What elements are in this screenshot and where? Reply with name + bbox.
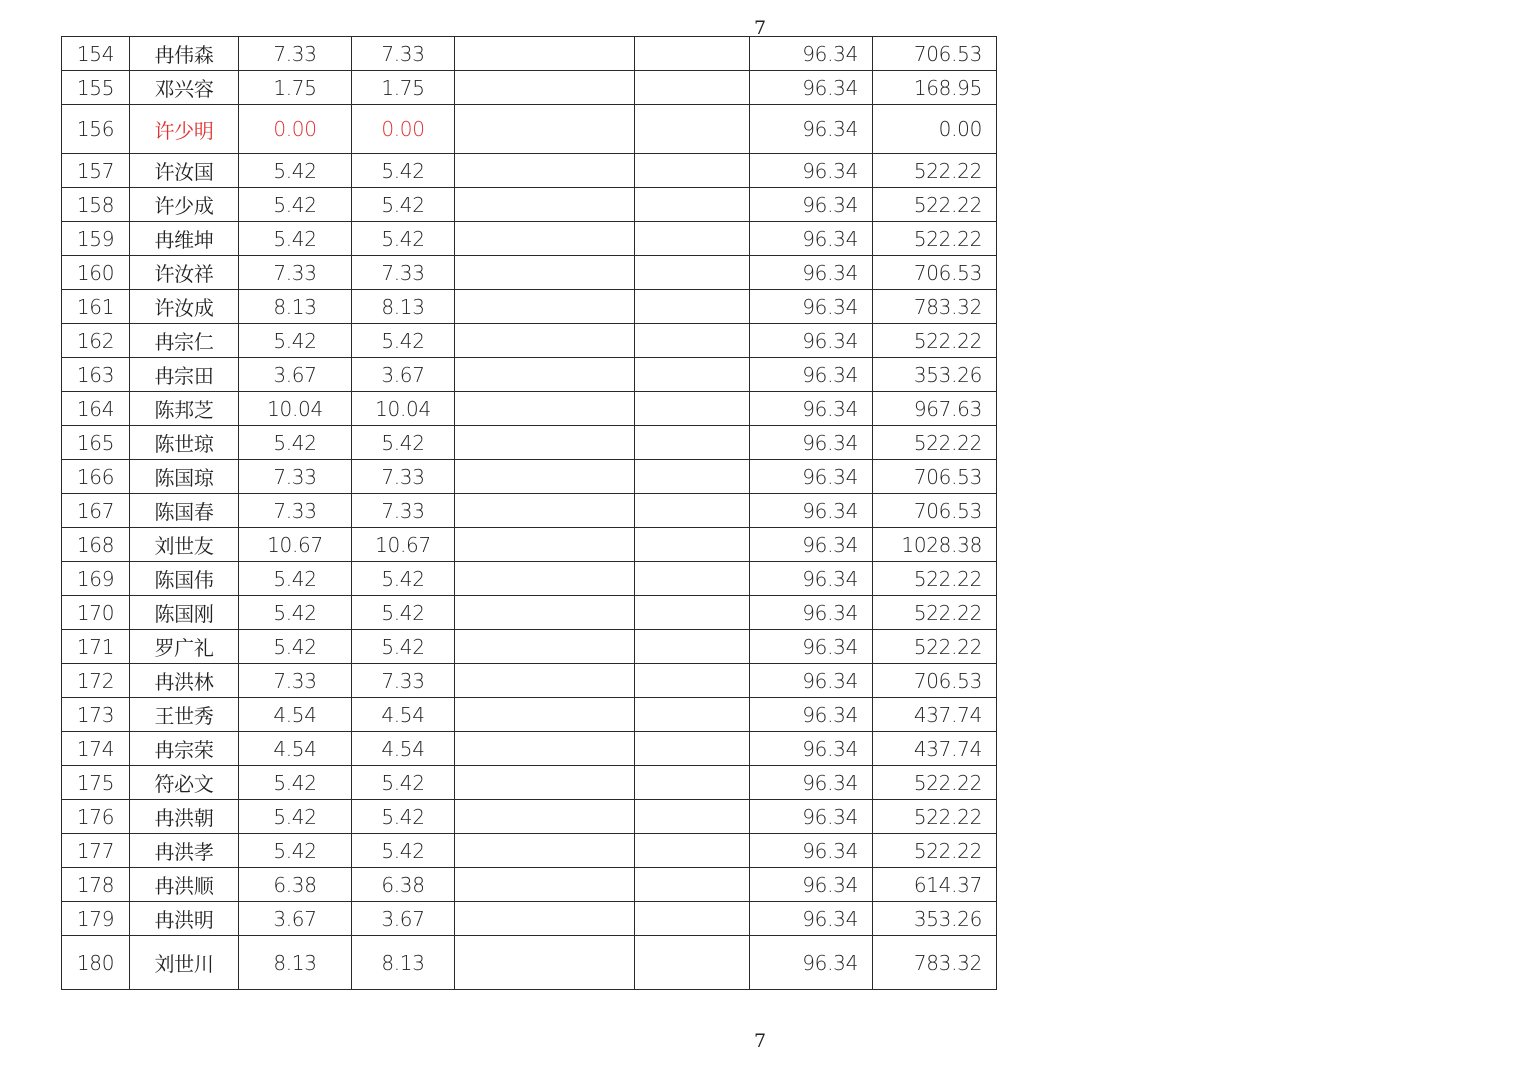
rate-cell: 96.34 [750,936,873,990]
rate-cell: 96.34 [750,256,873,290]
amount-cell: 706.53 [873,664,997,698]
amount-cell: 706.53 [873,37,997,71]
amount-cell: 522.22 [873,596,997,630]
row-number-cell: 155 [62,71,130,105]
empty-cell [635,256,750,290]
area-b-cell: 3.67 [352,358,455,392]
area-a-cell: 4.54 [239,698,352,732]
empty-cell [455,358,635,392]
empty-cell [635,222,750,256]
rate-cell: 96.34 [750,562,873,596]
area-a-cell: 5.42 [239,562,352,596]
area-b-cell: 5.42 [352,596,455,630]
empty-cell [455,936,635,990]
row-number-cell: 162 [62,324,130,358]
amount-cell: 706.53 [873,256,997,290]
row-number-cell: 168 [62,528,130,562]
table-row [62,290,997,324]
name-cell: 刘世友 [130,528,239,562]
empty-cell [635,834,750,868]
row-number-cell: 170 [62,596,130,630]
amount-cell: 0.00 [873,105,997,154]
name-cell: 冉宗仁 [130,324,239,358]
empty-cell [455,105,635,154]
name-cell: 陈国春 [130,494,239,528]
empty-cell [455,222,635,256]
row-number-cell: 166 [62,460,130,494]
row-number-cell: 175 [62,766,130,800]
area-a-cell: 5.42 [239,188,352,222]
rate-cell: 96.34 [750,494,873,528]
table-row [62,936,997,990]
rate-cell: 96.34 [750,426,873,460]
empty-cell [455,460,635,494]
table-row [62,188,997,222]
row-number-cell: 176 [62,800,130,834]
empty-cell [635,664,750,698]
area-a-cell: 4.54 [239,732,352,766]
rate-cell: 96.34 [750,154,873,188]
area-b-cell: 7.33 [352,664,455,698]
row-number-cell: 172 [62,664,130,698]
area-b-cell: 1.75 [352,71,455,105]
area-a-cell: 5.42 [239,426,352,460]
name-cell: 邓兴容 [130,71,239,105]
area-a-cell: 1.75 [239,71,352,105]
name-cell: 冉宗荣 [130,732,239,766]
area-b-cell: 4.54 [352,698,455,732]
rate-cell: 96.34 [750,460,873,494]
amount-cell: 522.22 [873,800,997,834]
name-cell: 许少明 [130,105,239,154]
name-cell: 符必文 [130,766,239,800]
empty-cell [635,460,750,494]
amount-cell: 522.22 [873,426,997,460]
table-row [62,105,997,154]
amount-cell: 522.22 [873,222,997,256]
rate-cell: 96.34 [750,324,873,358]
area-b-cell: 0.00 [352,105,455,154]
page-number-bottom: 7 [753,1030,767,1052]
empty-cell [455,868,635,902]
name-cell: 冉洪顺 [130,868,239,902]
rate-cell: 96.34 [750,834,873,868]
amount-cell: 1028.38 [873,528,997,562]
amount-cell: 522.22 [873,188,997,222]
table-row [62,154,997,188]
empty-cell [455,902,635,936]
empty-cell [455,766,635,800]
empty-cell [455,37,635,71]
row-number-cell: 167 [62,494,130,528]
rate-cell: 96.34 [750,358,873,392]
empty-cell [455,562,635,596]
empty-cell [455,426,635,460]
empty-cell [635,105,750,154]
row-number-cell: 174 [62,732,130,766]
area-b-cell: 7.33 [352,37,455,71]
table-row [62,460,997,494]
table-row [62,868,997,902]
row-number-cell: 154 [62,37,130,71]
area-a-cell: 0.00 [239,105,352,154]
empty-cell [455,188,635,222]
table-row [62,358,997,392]
area-a-cell: 5.42 [239,834,352,868]
row-number-cell: 180 [62,936,130,990]
empty-cell [455,698,635,732]
name-cell: 冉伟森 [130,37,239,71]
row-number-cell: 159 [62,222,130,256]
page-number-top: 7 [753,17,767,39]
name-cell: 陈邦芝 [130,392,239,426]
table-row [62,800,997,834]
row-number-cell: 161 [62,290,130,324]
name-cell: 陈世琼 [130,426,239,460]
row-number-cell: 160 [62,256,130,290]
empty-cell [455,290,635,324]
empty-cell [455,71,635,105]
empty-cell [635,596,750,630]
table-row [62,71,997,105]
area-a-cell: 6.38 [239,868,352,902]
table-row [62,392,997,426]
amount-cell: 353.26 [873,358,997,392]
table-row [62,528,997,562]
table-row [62,664,997,698]
row-number-cell: 179 [62,902,130,936]
rate-cell: 96.34 [750,188,873,222]
amount-cell: 522.22 [873,834,997,868]
table-row [62,596,997,630]
name-cell: 陈国刚 [130,596,239,630]
amount-cell: 353.26 [873,902,997,936]
area-b-cell: 5.42 [352,766,455,800]
table-row [62,256,997,290]
area-b-cell: 5.42 [352,630,455,664]
empty-cell [455,256,635,290]
rate-cell: 96.34 [750,105,873,154]
table-row [62,37,997,71]
area-b-cell: 10.04 [352,392,455,426]
amount-cell: 168.95 [873,71,997,105]
empty-cell [635,528,750,562]
empty-cell [455,392,635,426]
empty-cell [455,494,635,528]
amount-cell: 783.32 [873,290,997,324]
area-a-cell: 5.42 [239,766,352,800]
name-cell: 陈国琼 [130,460,239,494]
amount-cell: 522.22 [873,324,997,358]
empty-cell [635,902,750,936]
row-number-cell: 164 [62,392,130,426]
rate-cell: 96.34 [750,222,873,256]
amount-cell: 437.74 [873,732,997,766]
area-a-cell: 8.13 [239,936,352,990]
table-body [62,37,997,990]
rate-cell: 96.34 [750,732,873,766]
name-cell: 冉洪朝 [130,800,239,834]
table-row [62,222,997,256]
table-row [62,562,997,596]
table-row [62,834,997,868]
rate-cell: 96.34 [750,630,873,664]
area-a-cell: 7.33 [239,256,352,290]
area-a-cell: 10.04 [239,392,352,426]
empty-cell [635,290,750,324]
table-row [62,324,997,358]
empty-cell [455,528,635,562]
name-cell: 罗广礼 [130,630,239,664]
empty-cell [635,732,750,766]
area-a-cell: 5.42 [239,324,352,358]
name-cell: 许汝国 [130,154,239,188]
area-b-cell: 5.42 [352,562,455,596]
amount-cell: 522.22 [873,766,997,800]
empty-cell [455,154,635,188]
empty-cell [455,596,635,630]
area-b-cell: 5.42 [352,222,455,256]
table-row [62,732,997,766]
row-number-cell: 173 [62,698,130,732]
empty-cell [455,630,635,664]
empty-cell [635,324,750,358]
area-b-cell: 8.13 [352,290,455,324]
name-cell: 冉维坤 [130,222,239,256]
subsidy-table [61,36,997,990]
table-row [62,426,997,460]
area-a-cell: 3.67 [239,902,352,936]
area-b-cell: 5.42 [352,324,455,358]
table-row [62,766,997,800]
name-cell: 冉洪孝 [130,834,239,868]
empty-cell [635,800,750,834]
area-a-cell: 7.33 [239,494,352,528]
area-b-cell: 5.42 [352,426,455,460]
amount-cell: 614.37 [873,868,997,902]
empty-cell [635,698,750,732]
amount-cell: 522.22 [873,630,997,664]
name-cell: 许少成 [130,188,239,222]
amount-cell: 437.74 [873,698,997,732]
empty-cell [635,494,750,528]
area-a-cell: 5.42 [239,154,352,188]
rate-cell: 96.34 [750,766,873,800]
area-b-cell: 5.42 [352,154,455,188]
name-cell: 冉洪林 [130,664,239,698]
row-number-cell: 165 [62,426,130,460]
area-a-cell: 8.13 [239,290,352,324]
area-b-cell: 10.67 [352,528,455,562]
empty-cell [635,154,750,188]
table-row [62,902,997,936]
amount-cell: 967.63 [873,392,997,426]
name-cell: 陈国伟 [130,562,239,596]
rate-cell: 96.34 [750,37,873,71]
name-cell: 冉洪明 [130,902,239,936]
rate-cell: 96.34 [750,902,873,936]
area-a-cell: 5.42 [239,630,352,664]
rate-cell: 96.34 [750,528,873,562]
empty-cell [635,630,750,664]
amount-cell: 783.32 [873,936,997,990]
amount-cell: 706.53 [873,494,997,528]
empty-cell [455,324,635,358]
area-a-cell: 10.67 [239,528,352,562]
empty-cell [635,562,750,596]
row-number-cell: 158 [62,188,130,222]
area-b-cell: 7.33 [352,256,455,290]
rate-cell: 96.34 [750,664,873,698]
empty-cell [455,664,635,698]
empty-cell [635,868,750,902]
amount-cell: 706.53 [873,460,997,494]
area-a-cell: 7.33 [239,460,352,494]
empty-cell [455,800,635,834]
area-b-cell: 7.33 [352,494,455,528]
empty-cell [635,426,750,460]
area-b-cell: 7.33 [352,460,455,494]
rate-cell: 96.34 [750,698,873,732]
empty-cell [635,71,750,105]
empty-cell [455,834,635,868]
rate-cell: 96.34 [750,868,873,902]
area-b-cell: 8.13 [352,936,455,990]
table-row [62,698,997,732]
area-a-cell: 5.42 [239,596,352,630]
area-b-cell: 4.54 [352,732,455,766]
amount-cell: 522.22 [873,562,997,596]
area-a-cell: 7.33 [239,37,352,71]
row-number-cell: 177 [62,834,130,868]
empty-cell [635,766,750,800]
area-a-cell: 7.33 [239,664,352,698]
area-b-cell: 5.42 [352,188,455,222]
area-b-cell: 5.42 [352,834,455,868]
empty-cell [635,37,750,71]
area-a-cell: 5.42 [239,222,352,256]
empty-cell [635,188,750,222]
rate-cell: 96.34 [750,800,873,834]
amount-cell: 522.22 [873,154,997,188]
empty-cell [635,358,750,392]
rate-cell: 96.34 [750,290,873,324]
row-number-cell: 163 [62,358,130,392]
empty-cell [455,732,635,766]
row-number-cell: 157 [62,154,130,188]
area-b-cell: 5.42 [352,800,455,834]
empty-cell [635,392,750,426]
name-cell: 王世秀 [130,698,239,732]
rate-cell: 96.34 [750,596,873,630]
table-row [62,630,997,664]
name-cell: 许汝祥 [130,256,239,290]
area-a-cell: 5.42 [239,800,352,834]
name-cell: 刘世川 [130,936,239,990]
area-b-cell: 3.67 [352,902,455,936]
row-number-cell: 156 [62,105,130,154]
rate-cell: 96.34 [750,392,873,426]
rate-cell: 96.34 [750,71,873,105]
table-row [62,494,997,528]
name-cell: 冉宗田 [130,358,239,392]
row-number-cell: 171 [62,630,130,664]
name-cell: 许汝成 [130,290,239,324]
row-number-cell: 178 [62,868,130,902]
row-number-cell: 169 [62,562,130,596]
area-b-cell: 6.38 [352,868,455,902]
area-a-cell: 3.67 [239,358,352,392]
empty-cell [635,936,750,990]
